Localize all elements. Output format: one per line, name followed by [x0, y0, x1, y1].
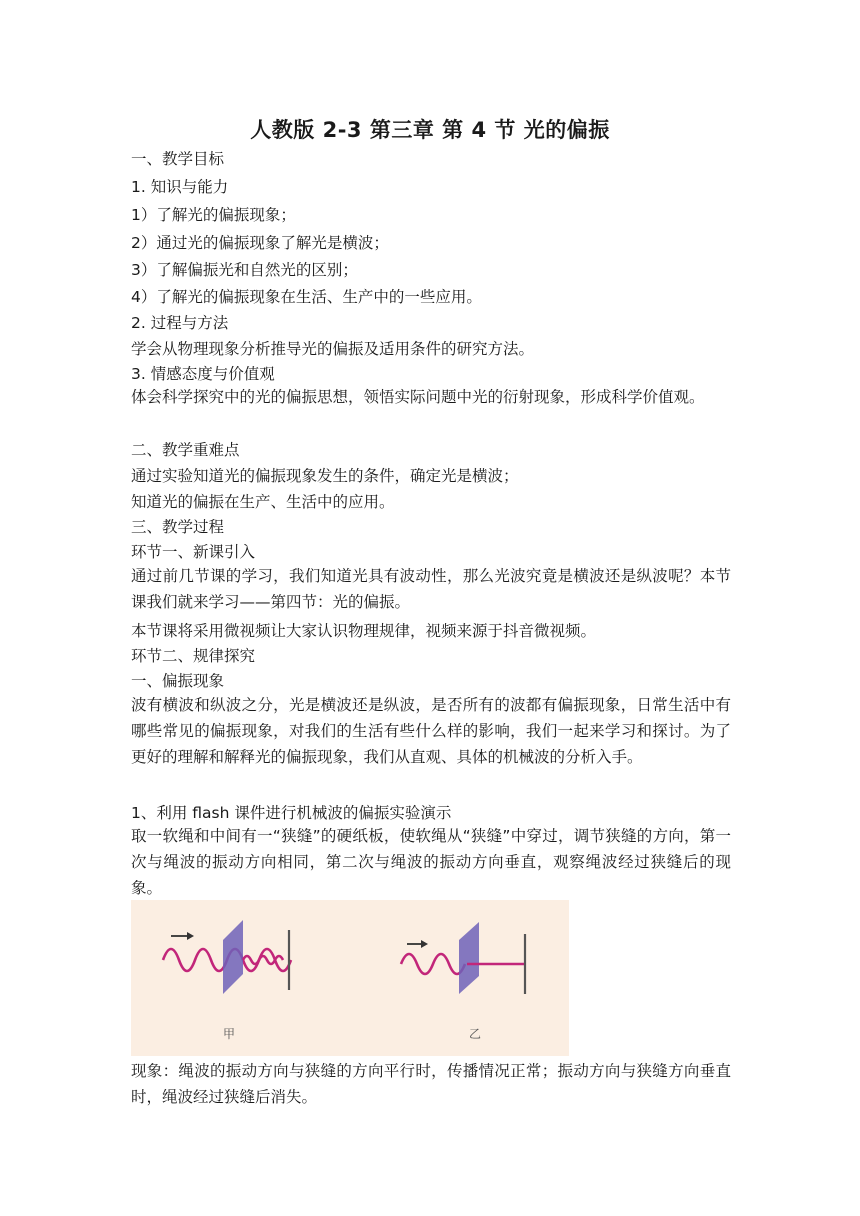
- list-item: 2）通过光的偏振现象了解光是横波；: [131, 234, 389, 252]
- difficulty-item: 知道光的偏振在生产、生活中的应用。: [131, 493, 395, 511]
- heading-difficulties: 二、教学重难点: [131, 441, 240, 459]
- heading-process: 三、教学过程: [131, 518, 225, 536]
- difficulty-item: 通过实验知道光的偏振现象发生的条件，确定光是横波；: [131, 467, 519, 485]
- heading-objectives: 一、教学目标: [131, 150, 225, 168]
- diagram-yi: [401, 922, 525, 1041]
- label-jia: 甲: [223, 1027, 236, 1041]
- label-yi: 乙: [469, 1027, 482, 1041]
- list-item: 3）了解偏振光和自然光的区别；: [131, 261, 358, 279]
- subheading-knowledge: 1. 知识与能力: [131, 178, 229, 196]
- subheading-values: 3. 情感态度与价值观: [131, 365, 275, 383]
- intro-paragraph: 通过前几节课的学习，我们知道光具有波动性，那么光波究竟是横波还是纵波呢？本节课我们就来学习——第四节：光的偏振。: [131, 567, 731, 611]
- process-text: 学会从物理现象分析推导光的偏振及适用条件的研究方法。: [131, 340, 535, 358]
- flash-demo-heading: 1、利用 flash 课件进行机械波的偏振实验演示: [131, 804, 452, 822]
- section-explore-heading: 环节二、规律探究: [131, 647, 256, 665]
- experiment-paragraph: 取一软绳和中间有一“狭缝”的硬纸板，使软绳从“狭缝”中穿过，调节狭缝的方向，第一次与绳波的振动方向相同，第二次与绳波的振动方向垂直，观察绳波经过狭缝后的现象。: [131, 827, 731, 897]
- polarization-heading: 一、偏振现象: [131, 672, 225, 690]
- list-item: 4）了解光的偏振现象在生活、生产中的一些应用。: [131, 288, 482, 306]
- rope-wave-right: [401, 954, 465, 974]
- slit-board-horizontal: [459, 922, 479, 994]
- document-title: 人教版 2-3 第三章 第 4 节 光的偏振: [250, 118, 610, 142]
- rope-wave-diagram: [131, 900, 569, 1056]
- result-paragraph: 现象：绳波的振动方向与狭缝的方向平行时，传播情况正常；振动方向与狭缝方向垂直时，绳波经过狭缝后消失。: [131, 1062, 731, 1106]
- slit-board-vertical: [223, 920, 243, 994]
- rope-wave-figure: [131, 900, 569, 1056]
- values-paragraph: 体会科学探究中的光的偏振思想，领悟实际问题中光的衍射现象，形成科学价值观。: [131, 388, 705, 406]
- video-note: 本节课将采用微视频让大家认识物理规律，视频来源于抖音微视频。: [131, 622, 597, 640]
- arrow-head-icon: [187, 932, 194, 940]
- diagram-jia: [163, 920, 291, 1041]
- arrow-head-icon: [421, 940, 428, 948]
- list-item: 1）了解光的偏振现象；: [131, 206, 296, 224]
- section-intro-heading: 环节一、新课引入: [131, 543, 256, 561]
- polarization-paragraph: 波有横波和纵波之分，光是横波还是纵波，是否所有的波都有偏振现象，日常生活中有哪些常见的偏振现象，对我们的生活有些什么样的影响，我们一起来学习和探讨。为了更好的理解和解释光的偏振现象，我们从直观、具体的机械波的分析入手。: [131, 696, 731, 766]
- subheading-process: 2. 过程与方法: [131, 314, 229, 332]
